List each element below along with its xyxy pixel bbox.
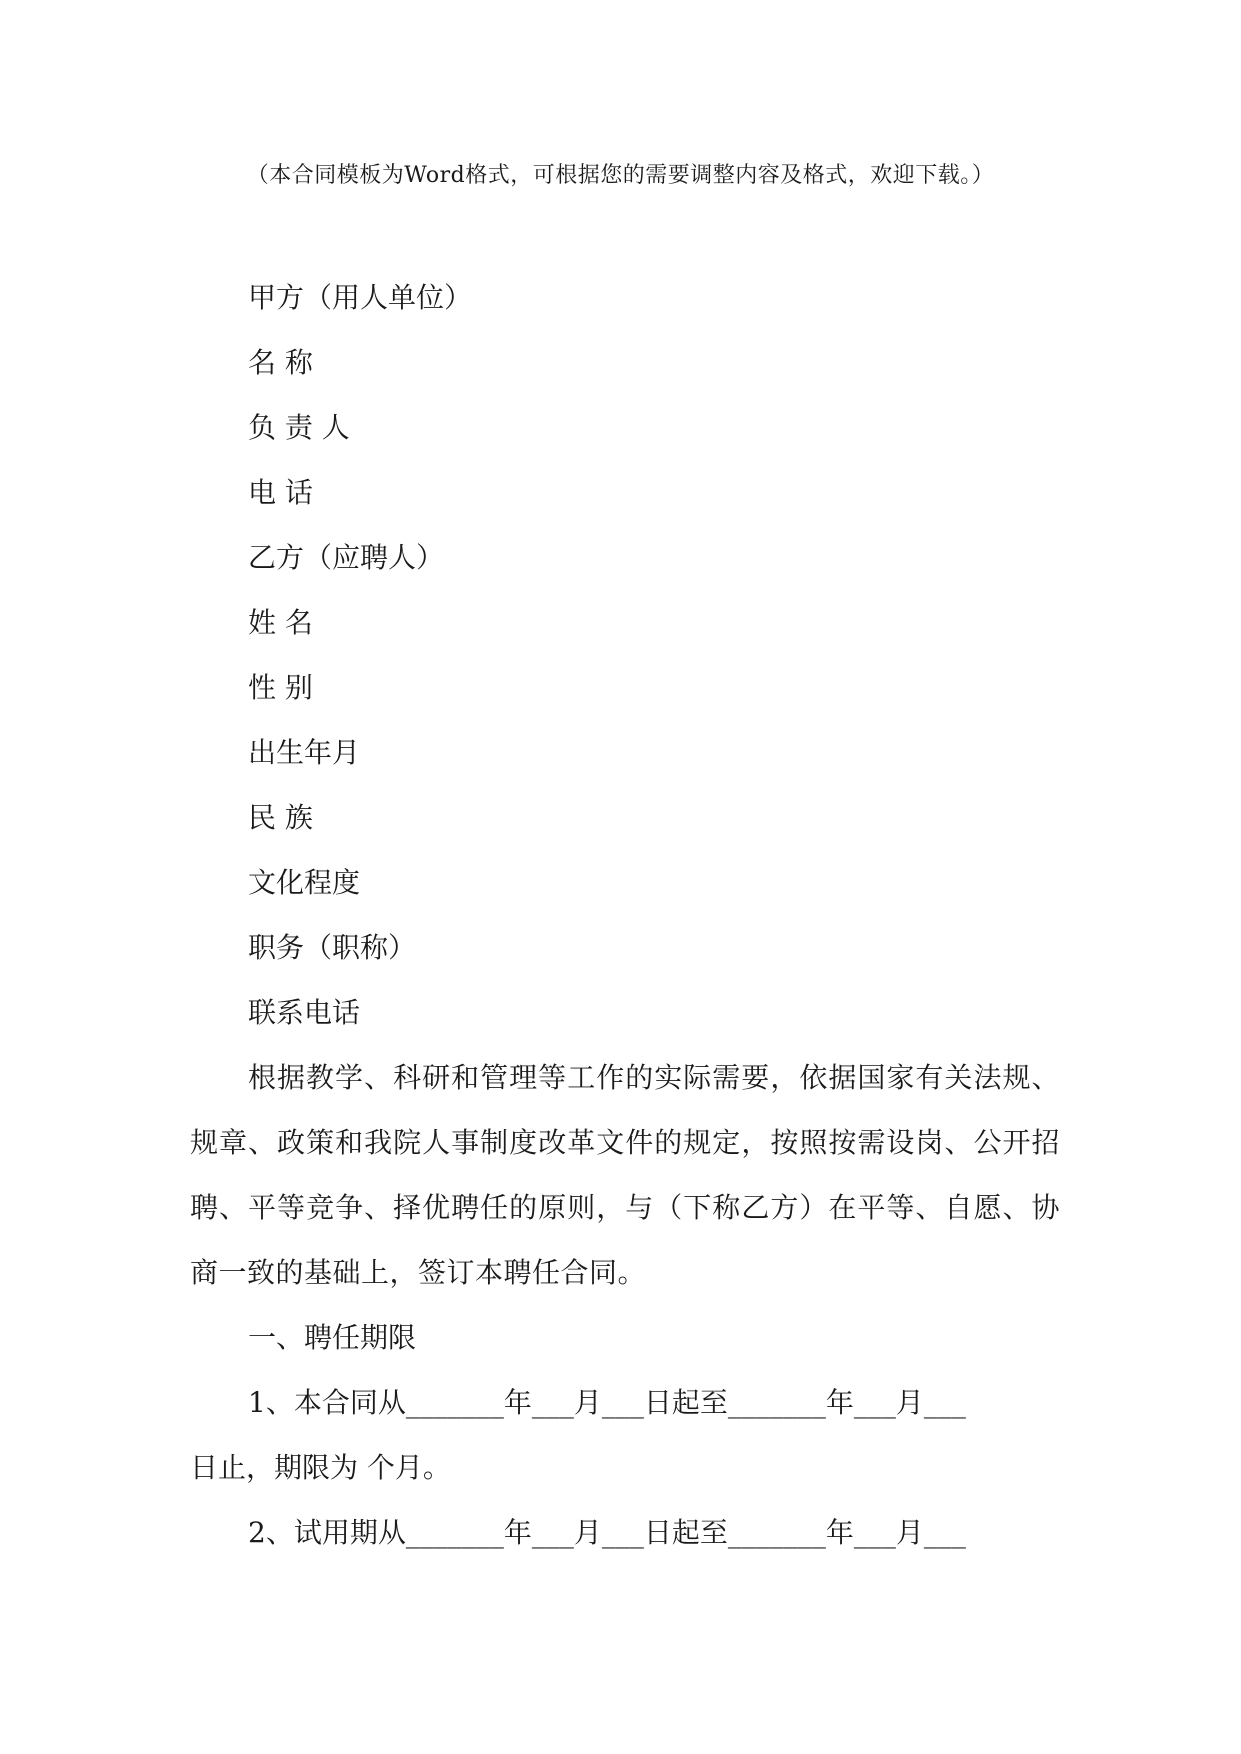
section-1-heading: 一、聘任期限 [248,1321,417,1354]
party-b-education-label: 文化程度 [248,866,361,899]
party-b-title-label: 职务（职称） [248,931,417,964]
party-b-gender-label: 性 别 [248,671,313,704]
contract-body [190,265,1060,1565]
clause-1-line-1: 1、本合同从_______年___月___日起至_______年___月___ [248,1386,966,1419]
clause-2-line-1: 2、试用期从_______年___月___日起至_______年___月___ [248,1516,966,1549]
template-note: （本合同模板为Word格式，可根据您的需要调整内容及格式，欢迎下载。） [246,163,995,188]
party-a-heading: 甲方（用人单位） [248,281,473,314]
clause-1-line-2: 日止，期限为 个月。 [190,1451,451,1484]
party-b-contact-label: 联系电话 [248,996,361,1029]
party-b-name-label: 姓 名 [248,606,313,639]
party-a-name-label: 名 称 [248,346,313,379]
party-a-phone-label: 电 话 [248,476,313,509]
intro-paragraph: 根据教学、科研和管理等工作的实际需要，依据国家有关法规、规章、政策和我院人事制度改革文件的规定，按照按需设岗、公开招聘、平等竞争、择优聘任的原则，与（下称乙方）在平等、自愿、协商一致的基础上，签订本聘任合同。 [190,1061,1060,1289]
party-a-responsible-label: 负 责 人 [248,411,350,444]
party-b-heading: 乙方（应聘人） [248,541,445,574]
party-b-ethnicity-label: 民 族 [248,801,313,834]
party-b-birth-label: 出生年月 [248,736,361,769]
